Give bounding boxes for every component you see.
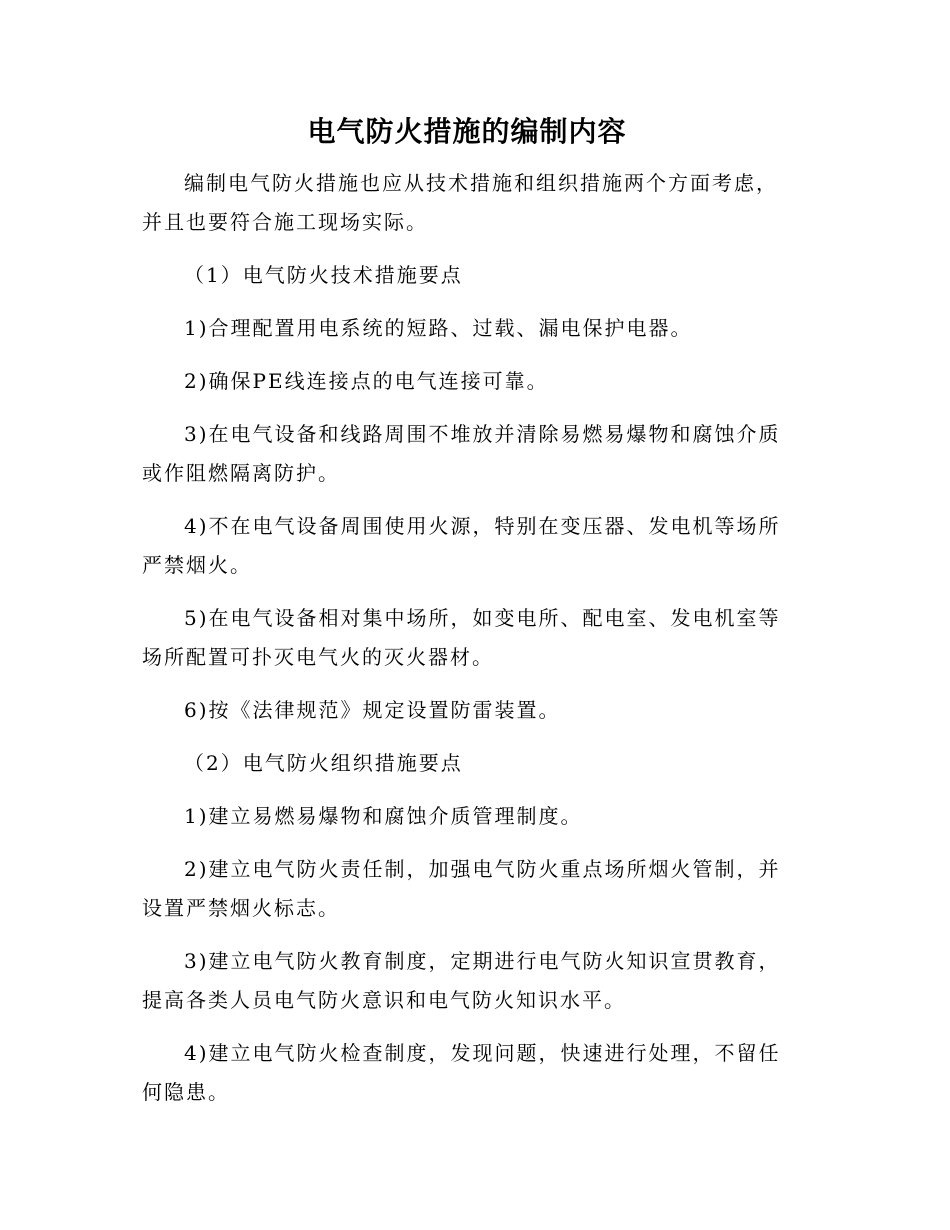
list-item: 5)在电气设备相对集中场所，如变电所、配电室、发电机室等场所配置可扑灭电气火的灭火器材。	[142, 606, 781, 669]
list-item: 1)建立易燃易爆物和腐蚀介质管理制度。	[184, 804, 583, 828]
list-item: 4)建立电气防火检查制度，发现问题，快速进行处理，不留任何隐患。	[142, 1041, 781, 1104]
list-item: 3)在电气设备和线路周围不堆放并清除易燃易爆物和腐蚀介质或作阻燃隔离防护。	[142, 422, 781, 485]
list-item: 6)按《法律规范》规定设置防雷装置。	[184, 698, 561, 722]
page-title: 电气防火措施的编制内容	[307, 115, 627, 148]
paragraph-intro: 编制电气防火措施也应从技术措施和组织措施两个方面考虑，并且也要符合施工现场实际。	[142, 171, 778, 234]
list-item: 2)确保PE线连接点的电气连接可靠。	[184, 369, 549, 393]
list-item: 1)合理配置用电系统的短路、过载、漏电保护电器。	[184, 316, 693, 340]
section-heading-organizational: （2）电气防火组织措施要点	[184, 751, 463, 775]
section-heading-technical: （1）电气防火技术措施要点	[184, 263, 463, 287]
list-item: 4)不在电气设备周围使用火源，特别在变压器、发电机等场所严禁烟火。	[142, 514, 781, 577]
list-item: 2)建立电气防火责任制，加强电气防火重点场所烟火管制，并设置严禁烟火标志。	[142, 857, 781, 920]
list-item: 3)建立电气防火教育制度，定期进行电气防火知识宣贯教育，提高各类人员电气防火意识和电气防火知识水平。	[142, 949, 781, 1012]
